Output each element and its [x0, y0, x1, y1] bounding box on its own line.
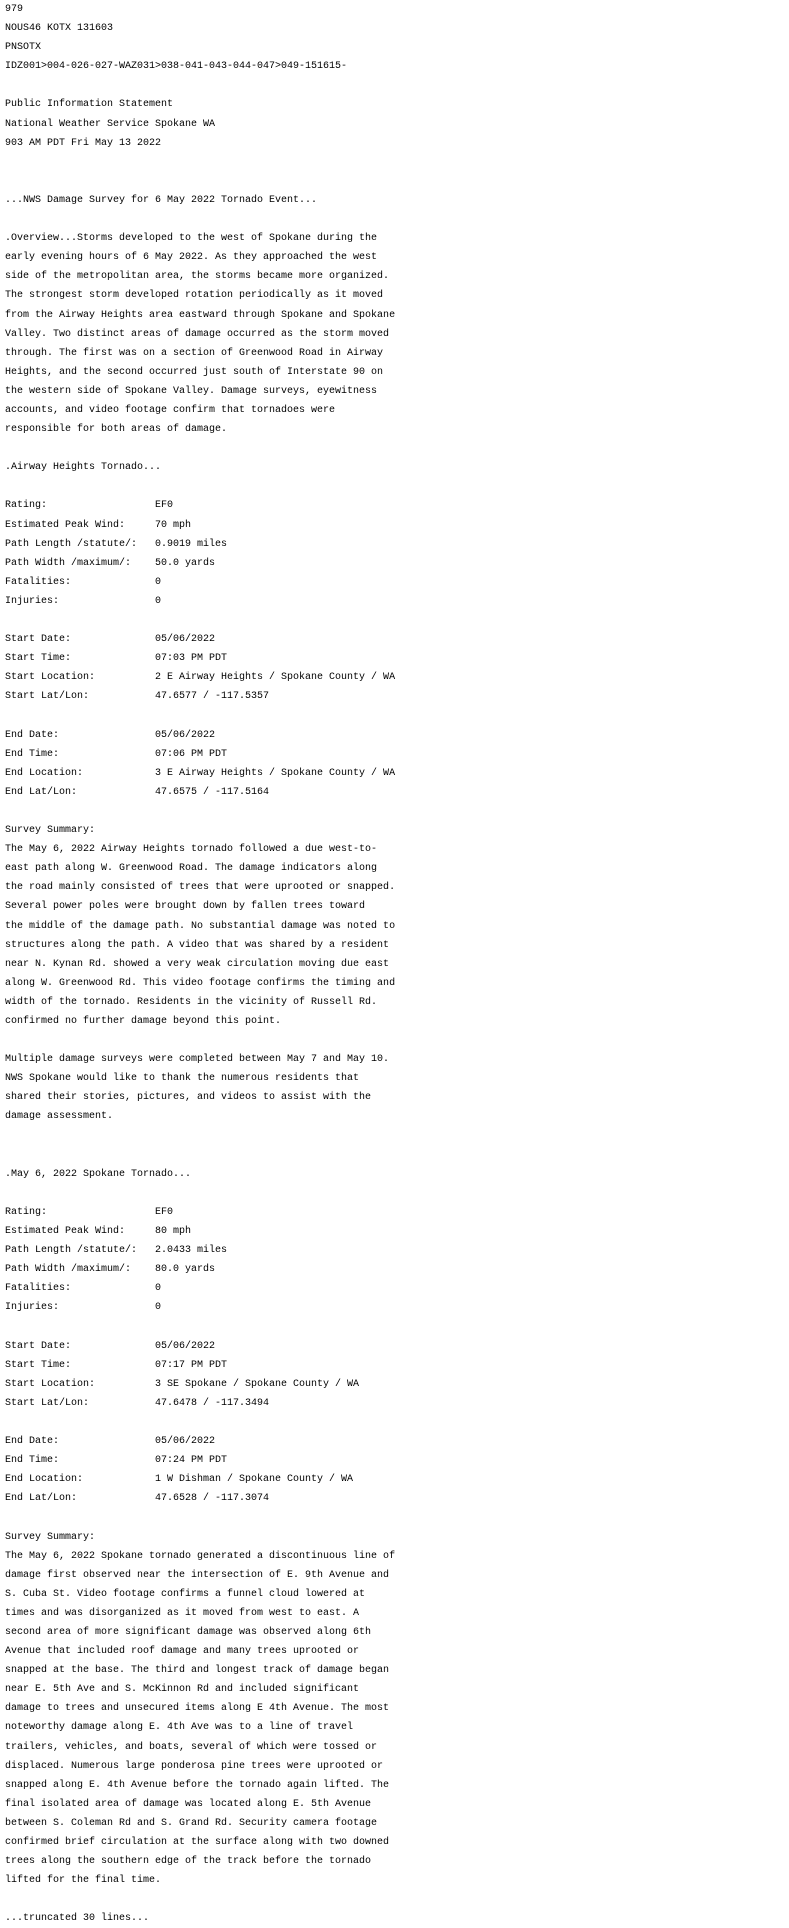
document-line: Path Width /maximum/: 80.0 yards: [5, 1264, 216, 1276]
document-line: .Overview...Storms developed to the west of Spokane during the: [5, 233, 378, 245]
document-line: accounts, and video footage confirm that tornadoes were: [5, 404, 336, 416]
document-line: End Location: 1 W Dishman / Spokane County / WA: [5, 1474, 354, 1486]
document-line: ...truncated 30 lines...: [5, 1913, 150, 1925]
document-line: the road mainly consisted of trees that were uprooted or snapped.: [5, 882, 396, 894]
document-line: noteworthy damage along E. 4th Ave was to a line of travel: [5, 1722, 354, 1734]
document-line: The May 6, 2022 Spokane tornado generated a discontinuous line of: [5, 1550, 396, 1562]
document-line: Multiple damage surveys were completed between May 7 and May 10.: [5, 1054, 390, 1066]
document-line: [5, 1146, 789, 1165]
document-line: Start Date: 05/06/2022: [5, 634, 216, 646]
document-line: [5, 1127, 789, 1146]
document-line: east path along W. Greenwood Road. The damage indicators along: [5, 863, 378, 875]
document-line: PNSOTX: [5, 42, 42, 54]
document-line: National Weather Service Spokane WA: [5, 118, 216, 130]
document-line: Heights, and the second occurred just south of Interstate 90 on: [5, 366, 384, 378]
document-line: the western side of Spokane Valley. Damage surveys, eyewitness: [5, 385, 378, 397]
document-line: Fatalities: 0: [5, 1283, 162, 1295]
document-line: structures along the path. A video that was shared by a resident: [5, 939, 390, 951]
document-line: End Date: 05/06/2022: [5, 1436, 216, 1448]
document-line: near N. Kynan Rd. showed a very weak circulation moving due east: [5, 958, 390, 970]
document-line: Several power poles were brought down by fallen trees toward: [5, 901, 366, 913]
document-line: second area of more significant damage was observed along 6th: [5, 1626, 372, 1638]
document-line: Survey Summary:: [5, 825, 96, 837]
document-line: Injuries: 0: [5, 1302, 162, 1314]
document-line: [5, 1184, 789, 1203]
document-line: damage to trees and unsecured items along E 4th Avenue. The most: [5, 1703, 390, 1715]
document-line: [5, 611, 789, 630]
document-line: from the Airway Heights area eastward through Spokane and Spokane: [5, 309, 396, 321]
document-line: [5, 1031, 789, 1050]
document-line: Start Location: 2 E Airway Heights / Spokane County / WA: [5, 672, 396, 684]
document-line: ...NWS Damage Survey for 6 May 2022 Tornado Event...: [5, 194, 318, 206]
document-line: 979: [5, 4, 24, 15]
document-line: trees along the southern edge of the track before the tornado: [5, 1856, 372, 1868]
document-line: End Location: 3 E Airway Heights / Spokane County / WA: [5, 767, 396, 779]
document-line: [5, 153, 789, 172]
document-line: S. Cuba St. Video footage confirms a funnel cloud lowered at: [5, 1588, 366, 1600]
document-line: The May 6, 2022 Airway Heights tornado followed a due west-to-: [5, 844, 378, 856]
document-line: End Lat/Lon: 47.6575 / -117.5164: [5, 786, 270, 798]
document-line: NOUS46 KOTX 131603: [5, 23, 114, 35]
document-line: NWS Spokane would like to thank the numerous residents that: [5, 1073, 360, 1085]
document-line: .May 6, 2022 Spokane Tornado...: [5, 1168, 192, 1180]
document-line: [5, 210, 789, 229]
document-line: [5, 439, 789, 458]
document-line: Survey Summary:: [5, 1531, 96, 1543]
document-line: Start Location: 3 SE Spokane / Spokane County / WA: [5, 1378, 360, 1390]
document-line: trailers, vehicles, and boats, several of which were tossed or: [5, 1741, 378, 1753]
document-line: IDZ001>004-026-027-WAZ031>038-041-043-044-047>049-151615-: [5, 61, 348, 73]
document-line: Estimated Peak Wind: 70 mph: [5, 519, 192, 531]
document-line: [5, 802, 789, 821]
document-line: damage assessment.: [5, 1111, 114, 1123]
document-line: Path Length /statute/: 0.9019 miles: [5, 538, 228, 550]
document-line: End Lat/Lon: 47.6528 / -117.3074: [5, 1493, 270, 1505]
document-line: snapped along E. 4th Avenue before the tornado again lifted. The: [5, 1779, 390, 1791]
document-line: [5, 1508, 789, 1527]
document-line: between S. Coleman Rd and S. Grand Rd. Security camera footage: [5, 1817, 378, 1829]
document-line: Public Information Statement: [5, 99, 174, 111]
document-line: [5, 706, 789, 725]
document-line: Injuries: 0: [5, 595, 162, 607]
document-line: times and was disorganized as it moved from west to east. A: [5, 1607, 360, 1619]
document-line: damage first observed near the intersection of E. 9th Avenue and: [5, 1569, 390, 1581]
document-line: confirmed no further damage beyond this point.: [5, 1015, 282, 1027]
document-line: Valley. Two distinct areas of damage occurred as the storm moved: [5, 328, 390, 340]
document-line: [5, 1317, 789, 1336]
document-line: final isolated area of damage was located along E. 5th Avenue: [5, 1798, 372, 1810]
document-line: early evening hours of 6 May 2022. As they approached the west: [5, 252, 378, 264]
document-line: 903 AM PDT Fri May 13 2022: [5, 137, 162, 149]
document-line: [5, 1890, 789, 1909]
document-line: End Date: 05/06/2022: [5, 729, 216, 741]
document-line: [5, 172, 789, 191]
document-line: Start Time: 07:17 PM PDT: [5, 1359, 228, 1371]
document-line: [5, 76, 789, 95]
document-line: Rating: EF0: [5, 500, 174, 512]
document-line: [5, 477, 789, 496]
document-line: Estimated Peak Wind: 80 mph: [5, 1226, 192, 1237]
document-line: End Time: 07:24 PM PDT: [5, 1455, 228, 1467]
document-line: Path Length /statute/: 2.0433 miles: [5, 1245, 228, 1257]
document-line: the middle of the damage path. No substantial damage was noted to: [5, 920, 396, 932]
document-line: near E. 5th Ave and S. McKinnon Rd and included significant: [5, 1684, 360, 1696]
document-line: side of the metropolitan area, the storms became more organized.: [5, 271, 390, 283]
document-line: Start Time: 07:03 PM PDT: [5, 653, 228, 665]
document-line: snapped at the base. The third and longest track of damage began: [5, 1665, 390, 1677]
document-line: lifted for the final time.: [5, 1875, 162, 1887]
document-line: End Time: 07:06 PM PDT: [5, 748, 228, 760]
document-line: through. The first was on a section of Greenwood Road in Airway: [5, 347, 384, 359]
document-line: displaced. Numerous large ponderosa pine trees were uprooted or: [5, 1760, 384, 1772]
document-line: width of the tornado. Residents in the vicinity of Russell Rd.: [5, 996, 378, 1008]
document-line: The strongest storm developed rotation periodically as it moved: [5, 290, 384, 302]
document-line: Start Date: 05/06/2022: [5, 1340, 216, 1352]
document-line: responsible for both areas of damage.: [5, 424, 228, 436]
document-line: along W. Greenwood Rd. This video footage confirms the timing and: [5, 977, 396, 989]
document-line: .Airway Heights Tornado...: [5, 462, 162, 474]
document-line: Fatalities: 0: [5, 576, 162, 588]
document-line: Rating: EF0: [5, 1206, 174, 1218]
document-line: Avenue that included roof damage and many trees uprooted or: [5, 1646, 360, 1658]
document-line: Path Width /maximum/: 50.0 yards: [5, 557, 216, 569]
document-line: confirmed brief circulation at the surface along with two downed: [5, 1837, 390, 1848]
document-line: Start Lat/Lon: 47.6577 / -117.5357: [5, 691, 270, 703]
document-line: [5, 1413, 789, 1432]
document-line: Start Lat/Lon: 47.6478 / -117.3494: [5, 1397, 270, 1409]
document-line: shared their stories, pictures, and videos to assist with the: [5, 1092, 372, 1104]
